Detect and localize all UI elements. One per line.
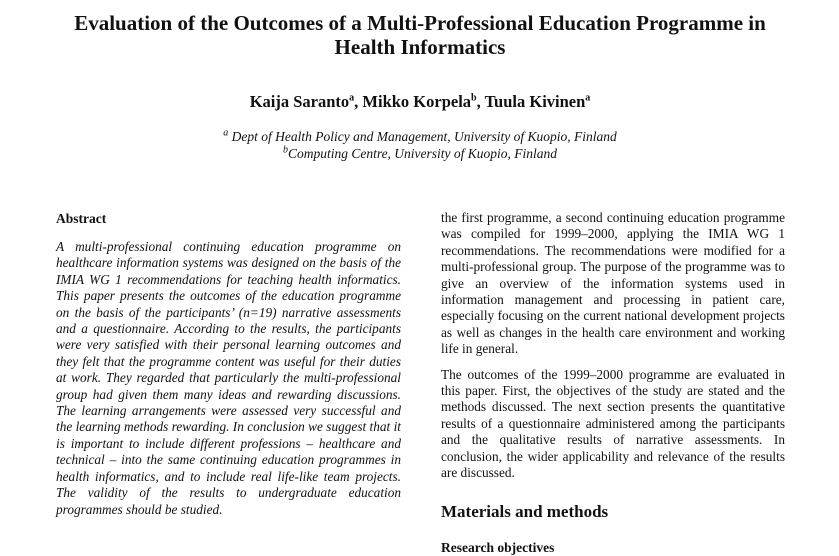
body-paragraph: The outcomes of the 1999–2000 programme are evaluated in this paper. First, the objectives of the study are stated and the methods discussed. The next section presents the quantitative results of a questionnaire administered among the participants and the qualitative results of narrative assessments. In conclusion, the wider applicability and relevance of the results are discussed. (441, 366, 785, 481)
paper-title: Evaluation of the Outcomes of a Multi-Professional Education Programme in Health Informatics (74, 11, 766, 59)
subsection-heading: Research objectives (441, 539, 555, 555)
author-name: Kaija Saranto (249, 92, 350, 111)
section-heading: Materials and methods (441, 501, 609, 521)
author-name: Tuula Kivinen (484, 92, 586, 111)
author-affil-mark: a (585, 92, 591, 104)
affiliation (100, 146, 740, 162)
affiliation-text: Dept of Health Policy and Management, University of Kuopio, Finland (228, 129, 617, 144)
author-affil-mark: a (349, 92, 355, 104)
affiliation-text: Computing Centre, University of Kuopio, Finland (287, 146, 558, 161)
affiliation-mark: a (223, 127, 229, 139)
left-column (56, 210, 401, 518)
author-affil-mark: b (471, 92, 477, 104)
author-list: Kaija Saranto$^a$, Mikko Korpela$^b$, Tuula Kivinen$^a$ (249, 92, 591, 111)
affiliation-mark: b (282, 144, 288, 156)
body-paragraph: the first programme, a second continuing education programme was compiled for 1999–2000, applying the IMIA WG 1 recommendations. The recommendations were modified for a multi-professional group. The purpose of the programme was to give an overview of the information systems used in information management and processing in patient care, especially focusing on the current national development projects as well as changes in the health care environment and working life in general. (441, 210, 785, 357)
abstract-heading: Abstract (56, 211, 107, 226)
abstract-text: A multi-professional continuing education programme on healthcare information systems was designed on the basis of the IMIA WG 1 recommendations for teaching health informatics. This paper presents the outcomes of the education programme on the basis of the participants’ (n=19) narrative assessments and a questionnaire. According to the results, the participants were very satisfied with their personal learning outcomes and they felt that the programme content was useful for their duties at work. They regarded that particularly the multi-professional group had given them many ideas and rewarding discussions. The learning arrangements were assessed very successful and the learning methods rewarding. In conclusion we suggest that it is important to include different professions – healthcare and technical – into the same continuing education programmes in health informatics, and to include real life-like team projects. The validity of the results to undergraduate education programmes should be studied. (56, 239, 401, 517)
right-column (441, 210, 785, 556)
author-name: Mikko Korpela (362, 92, 472, 111)
affiliation (100, 129, 740, 145)
